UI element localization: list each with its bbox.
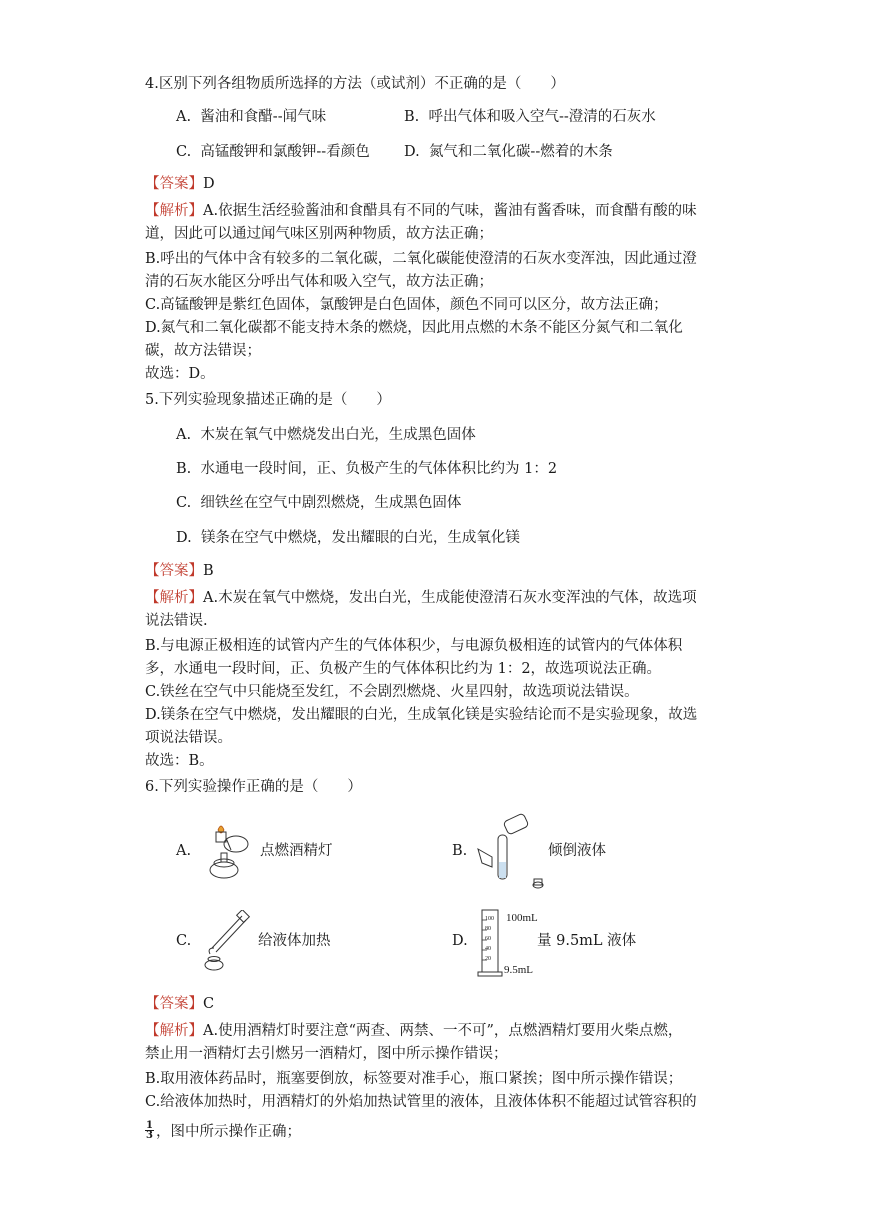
- q6-option-c-text: 给液体加热: [258, 933, 331, 949]
- q6-option-b-text: 倾倒液体: [548, 843, 606, 859]
- q5-option-c: [176, 493, 461, 513]
- q6-option-c-label: C.: [176, 933, 192, 949]
- q5-analysis-line: 故选：B。: [145, 753, 214, 769]
- analysis-text: A.使用酒精灯时要注意“两查、两禁、一不可”，点燃酒精灯要用火柴点燃，: [203, 1023, 683, 1039]
- q6-analysis-line: C.给液体加热时，用酒精灯的外焰加热试管里的液体，且液体体积不能超过试管容积的: [145, 1094, 697, 1110]
- q5-stem: 5.下列实验现象描述正确的是（ ）: [145, 392, 391, 408]
- q5-analysis-line: [145, 588, 697, 608]
- q5-analysis-line: 项说法错误。: [145, 730, 232, 746]
- option-label: A.: [176, 427, 192, 443]
- analysis-text: A.依据生活经验酱油和食醋具有不同的气味，酱油有酱香味，而食醋有酸的味: [203, 203, 697, 219]
- q5-analysis-line: B.与电源正极相连的试管内产生的气体体积少，与电源负极相连的试管内的气体体积: [145, 638, 683, 654]
- pouring-liquid-illustration: [470, 807, 550, 895]
- option-text: 氮气和二氧化碳--燃着的木条: [428, 144, 613, 160]
- fraction-one-third: [145, 1121, 154, 1140]
- answer-value: D: [203, 176, 215, 192]
- q4-option-b: [404, 107, 656, 127]
- q4-analysis-line: 碳，故方法错误；: [145, 343, 261, 359]
- cylinder-tick: 40: [485, 946, 491, 952]
- q6-answer: [145, 994, 214, 1014]
- option-text: 木炭在氧气中燃烧发出白光，生成黑色固体: [200, 427, 476, 443]
- option-text: 细铁丝在空气中剧烈燃烧，生成黑色固体: [200, 495, 462, 511]
- q4-analysis-line: 道，因此可以通过闻气味区别两种物质，故方法正确；: [145, 226, 493, 242]
- q5-analysis-line: 说法错误.: [145, 613, 208, 629]
- q6-option-b-label: B.: [452, 843, 468, 859]
- cylinder-tick: 100: [485, 916, 494, 922]
- q4-analysis-line: B.呼出的气体中含有较多的二氧化碳，二氧化碳能使澄清的石灰水变浑浊，因此通过澄: [145, 251, 697, 267]
- q4-analysis-line: 故选：D。: [145, 366, 215, 382]
- analysis-tag: 【解析】: [145, 590, 203, 606]
- option-label: A.: [176, 109, 192, 125]
- option-label: C.: [176, 144, 192, 160]
- q6-option-d-text: 量 9.5mL 液体: [537, 933, 637, 949]
- q5-option-b: [176, 459, 557, 479]
- answer-value: B: [203, 563, 214, 579]
- option-label: C.: [176, 495, 192, 511]
- fraction-numerator: 1: [146, 1120, 153, 1131]
- heating-liquid-illustration: [198, 910, 256, 976]
- option-text: 呼出气体和吸入空气--澄清的石灰水: [428, 109, 656, 125]
- option-text: 水通电一段时间，正、负极产生的气体体积比约为 1：2: [200, 461, 558, 477]
- option-text: 酱油和食醋--闻气味: [200, 109, 327, 125]
- q4-option-c: [176, 142, 370, 162]
- cylinder-tick: 60: [485, 936, 491, 942]
- q4-analysis-line: 清的石灰水能区分呼出气体和吸入空气，故方法正确；: [145, 274, 493, 290]
- q5-answer: [145, 561, 214, 581]
- answer-value: C: [203, 996, 215, 1012]
- q5-analysis-line: D.镁条在空气中燃烧，发出耀眼的白光，生成氧化镁是实验结论而不是实验现象，故选: [145, 707, 698, 723]
- q6-option-d-label: D.: [452, 933, 468, 949]
- q6-option-a-text: 点燃酒精灯: [260, 843, 333, 859]
- cylinder-tick: 80: [485, 926, 491, 932]
- q6-stem: 6.下列实验操作正确的是（ ）: [145, 779, 362, 795]
- q5-option-a: [176, 425, 476, 445]
- q6-analysis-line: ，图中所示操作正确；: [156, 1124, 301, 1140]
- q4-answer: [145, 174, 215, 194]
- q6-analysis-line: 禁止用一酒精灯去引燃另一酒精灯，图中所示操作错误；: [145, 1046, 508, 1062]
- q5-analysis-line: 多，水通电一段时间，正、负极产生的气体体积比约为 1：2，故选项说法正确。: [145, 661, 662, 677]
- cylinder-volume-label: 9.5mL: [504, 964, 534, 976]
- option-label: B.: [176, 461, 192, 477]
- answer-tag: 【答案】: [145, 996, 203, 1012]
- cylinder-capacity-label: 100mL: [506, 912, 538, 924]
- analysis-text: A.木炭在氧气中燃烧，发出白光，生成能使澄清石灰水变浑浊的气体，故选项: [203, 590, 697, 606]
- cylinder-tick-labels: [485, 914, 494, 964]
- q4-option-a: [176, 107, 326, 127]
- option-label: B.: [404, 109, 420, 125]
- alcohol-lamp-lighting-illustration: [196, 820, 258, 882]
- option-label: D.: [404, 144, 420, 160]
- option-label: D.: [176, 530, 192, 546]
- cylinder-tick: 20: [485, 956, 491, 962]
- q6-analysis-line: B.取用液体药品时，瓶塞要倒放，标签要对准手心，瓶口紧挨；图中所示操作错误；: [145, 1071, 683, 1087]
- q4-analysis-line: C.高锰酸钾是紫红色固体，氯酸钾是白色固体，颜色不同可以区分，故方法正确；: [145, 297, 668, 313]
- analysis-tag: 【解析】: [145, 1023, 203, 1039]
- analysis-tag: 【解析】: [145, 203, 203, 219]
- q4-option-d: [404, 142, 613, 162]
- q5-option-d: [176, 528, 520, 548]
- q5-analysis-line: C.铁丝在空气中只能烧至发红，不会剧烈燃烧、火星四射，故选项说法错误。: [145, 684, 639, 700]
- fraction-denominator: 3: [146, 1130, 153, 1141]
- q4-stem: 4.区别下列各组物质所选择的方法（或试剂）不正确的是（ ）: [145, 76, 565, 92]
- q4-analysis-line: D.氮气和二氧化碳都不能支持木条的燃烧，因此用点燃的木条不能区分氮气和二氧化: [145, 320, 683, 336]
- q4-analysis-line: [145, 201, 697, 221]
- q6-option-a-label: A.: [176, 843, 192, 859]
- option-text: 镁条在空气中燃烧，发出耀眼的白光，生成氧化镁: [200, 530, 520, 546]
- option-text: 高锰酸钾和氯酸钾--看颜色: [200, 144, 370, 160]
- answer-tag: 【答案】: [145, 563, 203, 579]
- q6-analysis-line: [145, 1021, 682, 1041]
- answer-tag: 【答案】: [145, 176, 203, 192]
